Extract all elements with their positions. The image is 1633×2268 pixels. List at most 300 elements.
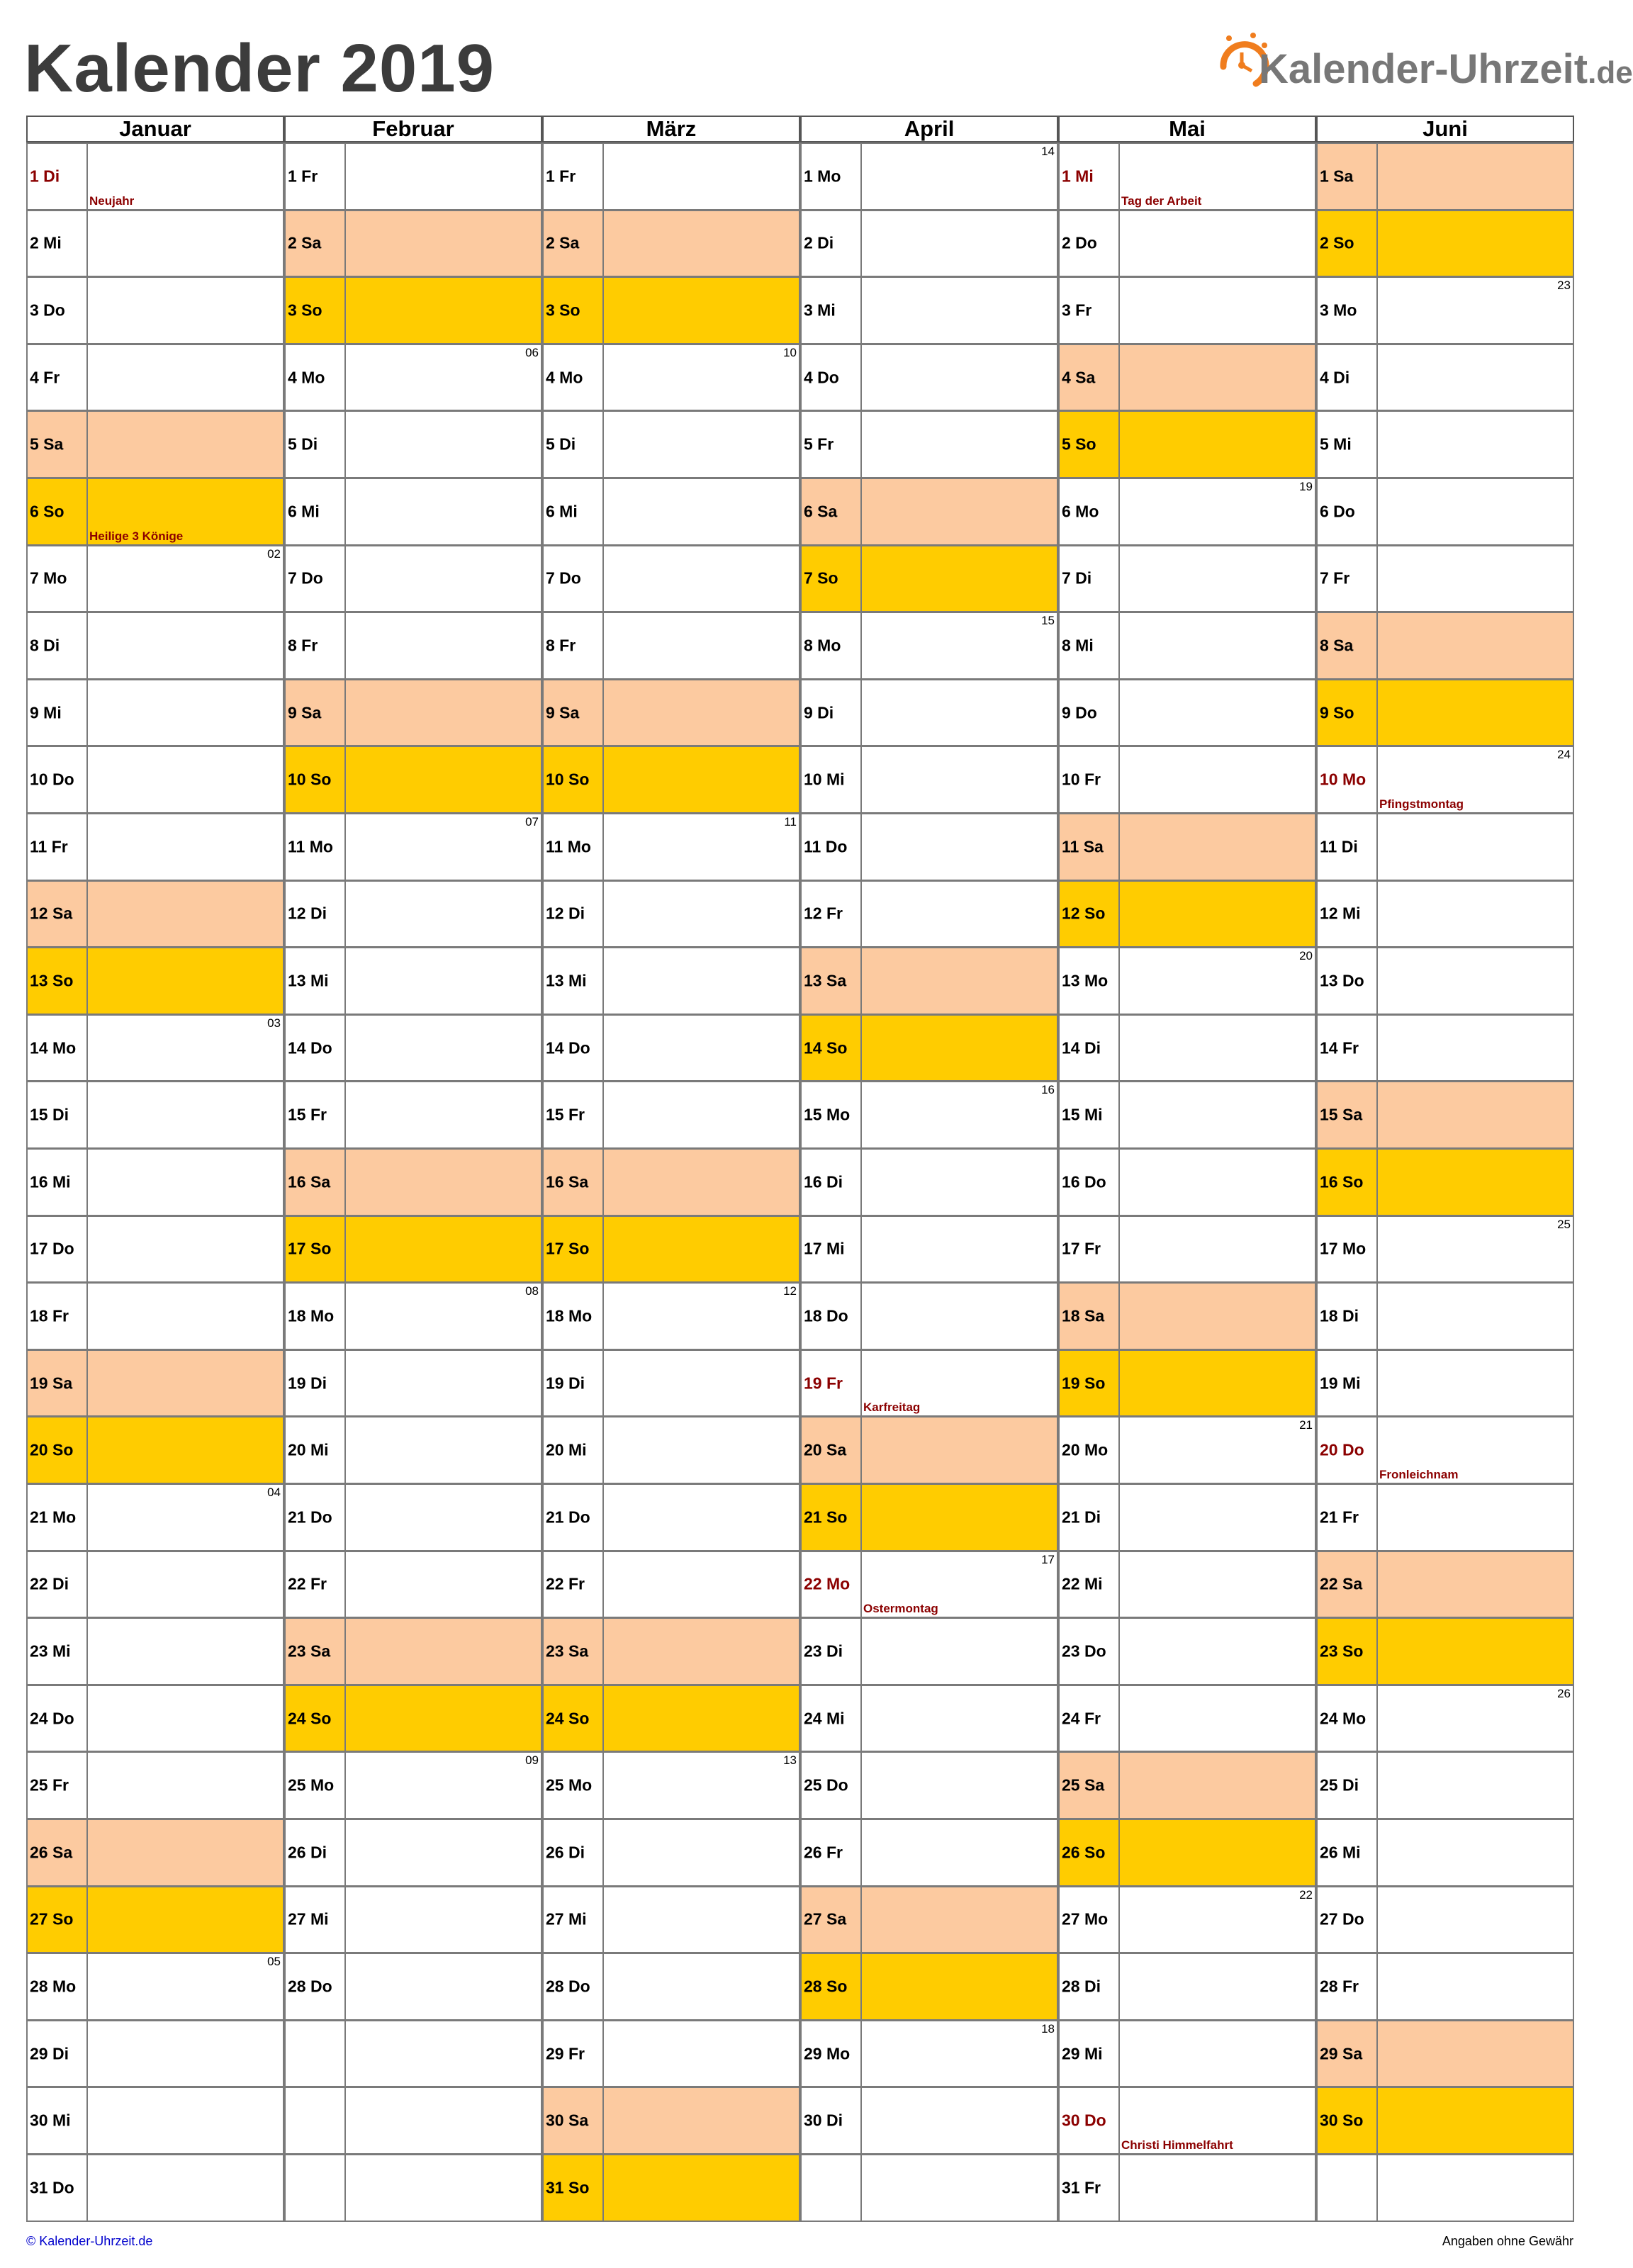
day-cell-label bbox=[542, 545, 604, 613]
day-cell-note bbox=[1118, 1282, 1316, 1350]
week-number: 12 bbox=[783, 1284, 797, 1298]
day-cell-label bbox=[1316, 1282, 1378, 1350]
day-label: 19 Di bbox=[546, 1374, 585, 1393]
day-label: 20 Do bbox=[1320, 1440, 1364, 1459]
day-cell-note bbox=[860, 1617, 1058, 1685]
day-cell-label bbox=[26, 1349, 88, 1418]
day-cell-note bbox=[860, 612, 1058, 680]
day-cell-label bbox=[800, 276, 862, 344]
day-label: 29 Mi bbox=[1062, 2044, 1103, 2063]
week-number: 02 bbox=[267, 546, 281, 561]
day-label: 8 Mi bbox=[1062, 636, 1094, 655]
logo-tld: .de bbox=[1588, 55, 1633, 90]
day-label: 15 Fr bbox=[546, 1105, 585, 1124]
day-cell-note bbox=[86, 1483, 284, 1551]
day-label: 18 Sa bbox=[1062, 1306, 1105, 1325]
day-cell-label bbox=[1316, 410, 1378, 478]
day-label: 17 So bbox=[288, 1239, 332, 1258]
day-cell-label bbox=[800, 1416, 862, 1484]
day-label: 29 Fr bbox=[546, 2044, 585, 2063]
day-cell-label bbox=[26, 545, 88, 613]
month-header: April bbox=[800, 116, 1058, 142]
day-cell-label bbox=[800, 1483, 862, 1551]
day-cell-note bbox=[860, 1416, 1058, 1484]
day-cell-label bbox=[800, 1751, 862, 1819]
day-cell-label bbox=[800, 880, 862, 948]
copyright-link[interactable]: © Kalender-Uhrzeit.de bbox=[26, 2234, 153, 2248]
day-cell-note bbox=[344, 1148, 542, 1216]
day-label: 21 Do bbox=[546, 1508, 590, 1527]
day-label: 10 Mi bbox=[804, 770, 845, 789]
day-cell-note bbox=[86, 1685, 284, 1753]
day-cell-label bbox=[1058, 2087, 1120, 2155]
day-label: 1 Fr bbox=[288, 167, 318, 186]
day-cell-label bbox=[284, 210, 346, 278]
day-label: 13 Mo bbox=[1062, 971, 1109, 990]
day-cell-note bbox=[344, 1081, 542, 1149]
day-label: 25 Di bbox=[1320, 1775, 1359, 1795]
day-label: 5 Mi bbox=[1320, 434, 1352, 454]
day-label: 10 So bbox=[288, 770, 332, 789]
day-label: 10 Mo bbox=[1320, 770, 1367, 789]
day-cell-label bbox=[800, 1551, 862, 1619]
day-cell-note bbox=[860, 1551, 1058, 1619]
day-cell-note bbox=[344, 142, 542, 210]
day-cell-label bbox=[1058, 344, 1120, 412]
day-label: 14 Do bbox=[288, 1038, 332, 1057]
day-cell-label bbox=[1058, 1148, 1120, 1216]
day-cell-note bbox=[86, 612, 284, 680]
day-cell-label bbox=[26, 210, 88, 278]
day-cell-note bbox=[344, 1886, 542, 1954]
day-cell-label bbox=[1058, 545, 1120, 613]
day-cell-note bbox=[1118, 1551, 1316, 1619]
day-label: 2 Di bbox=[804, 233, 834, 252]
day-cell-note bbox=[344, 1953, 542, 2021]
day-label: 8 Fr bbox=[546, 636, 576, 655]
day-cell-label bbox=[284, 1685, 346, 1753]
day-cell-note bbox=[1376, 880, 1574, 948]
day-cell-note bbox=[1376, 1282, 1574, 1350]
day-label: 12 Mi bbox=[1320, 904, 1361, 923]
day-cell-label bbox=[26, 2154, 88, 2222]
day-label: 12 Fr bbox=[804, 904, 843, 923]
day-cell-note bbox=[1118, 1216, 1316, 1284]
day-cell-note bbox=[344, 1014, 542, 1082]
day-cell-note bbox=[86, 1886, 284, 1954]
day-label: 15 Mo bbox=[804, 1105, 851, 1124]
day-cell-label bbox=[1058, 1081, 1120, 1149]
day-cell-label bbox=[542, 2087, 604, 2155]
day-cell-label bbox=[26, 1081, 88, 1149]
day-cell-note bbox=[860, 2154, 1058, 2222]
day-cell-note bbox=[860, 2087, 1058, 2155]
day-cell-note bbox=[602, 2154, 800, 2222]
day-cell-label bbox=[26, 947, 88, 1015]
day-cell-label bbox=[284, 1617, 346, 1685]
day-cell-label bbox=[284, 947, 346, 1015]
day-cell-note bbox=[344, 2154, 542, 2222]
day-cell-label bbox=[26, 2087, 88, 2155]
day-cell-label bbox=[1058, 1617, 1120, 1685]
day-cell-note bbox=[860, 210, 1058, 278]
day-label: 29 Mo bbox=[804, 2044, 851, 2063]
day-label: 26 Sa bbox=[30, 1843, 73, 1862]
day-cell-note bbox=[1118, 2154, 1316, 2222]
day-cell-note bbox=[344, 1751, 542, 1819]
day-cell-note bbox=[86, 880, 284, 948]
day-cell-note bbox=[860, 1148, 1058, 1216]
day-label: 9 Sa bbox=[546, 703, 580, 722]
day-label: 1 Fr bbox=[546, 167, 576, 186]
day-label: 7 Do bbox=[288, 568, 323, 588]
day-label: 2 Do bbox=[1062, 233, 1097, 252]
day-cell-label bbox=[26, 1014, 88, 1082]
day-cell-label bbox=[284, 2087, 346, 2155]
week-number: 03 bbox=[267, 1016, 281, 1030]
day-label: 29 Sa bbox=[1320, 2044, 1363, 2063]
day-cell-note bbox=[344, 813, 542, 881]
day-label: 7 Fr bbox=[1320, 568, 1350, 588]
day-cell-label bbox=[800, 1014, 862, 1082]
day-cell-note bbox=[1376, 1551, 1574, 1619]
day-label: 23 Di bbox=[804, 1641, 843, 1661]
day-cell-note bbox=[1118, 1751, 1316, 1819]
day-label: 20 Mo bbox=[1062, 1440, 1109, 1459]
day-cell-note bbox=[1376, 746, 1574, 814]
day-cell-note bbox=[344, 1551, 542, 1619]
day-cell-label bbox=[1058, 1416, 1120, 1484]
day-cell-note bbox=[1376, 276, 1574, 344]
day-label: 17 Mi bbox=[804, 1239, 845, 1258]
week-number: 05 bbox=[267, 1955, 281, 1969]
day-cell-note bbox=[602, 1216, 800, 1284]
day-cell-label bbox=[1316, 746, 1378, 814]
day-cell-note bbox=[1376, 2154, 1574, 2222]
day-cell-label bbox=[26, 344, 88, 412]
day-cell-note bbox=[860, 1282, 1058, 1350]
day-cell-note bbox=[860, 813, 1058, 881]
day-cell-note bbox=[1376, 142, 1574, 210]
day-cell-label bbox=[1058, 813, 1120, 881]
week-number: 20 bbox=[1299, 949, 1313, 963]
day-label: 3 So bbox=[546, 301, 580, 320]
day-cell-label bbox=[1316, 612, 1378, 680]
day-label: 12 Di bbox=[546, 904, 585, 923]
day-label: 26 Mi bbox=[1320, 1843, 1361, 1862]
day-cell-note bbox=[86, 1081, 284, 1149]
day-label: 15 Sa bbox=[1320, 1105, 1363, 1124]
day-cell-label bbox=[284, 746, 346, 814]
day-cell-label bbox=[1316, 1751, 1378, 1819]
day-cell-label bbox=[1316, 1216, 1378, 1284]
day-label: 10 Do bbox=[30, 770, 74, 789]
day-cell-note bbox=[86, 1014, 284, 1082]
day-cell-note bbox=[602, 210, 800, 278]
day-cell-note bbox=[860, 1216, 1058, 1284]
day-cell-label bbox=[284, 478, 346, 546]
day-label: 20 Mi bbox=[288, 1440, 329, 1459]
day-label: 24 Fr bbox=[1062, 1709, 1101, 1728]
day-label: 28 So bbox=[804, 1977, 848, 1996]
day-label: 25 Fr bbox=[30, 1775, 69, 1795]
day-cell-note bbox=[86, 1751, 284, 1819]
day-label: 3 Do bbox=[30, 301, 65, 320]
day-cell-note bbox=[1376, 1685, 1574, 1753]
day-label: 25 Do bbox=[804, 1775, 848, 1795]
day-cell-label bbox=[800, 2154, 862, 2222]
day-cell-note bbox=[860, 1014, 1058, 1082]
day-cell-label bbox=[542, 1349, 604, 1418]
day-label: 5 Sa bbox=[30, 434, 64, 454]
day-cell-label bbox=[1058, 947, 1120, 1015]
day-cell-label bbox=[800, 1886, 862, 1954]
day-cell-note bbox=[1376, 1819, 1574, 1887]
day-label: 24 So bbox=[288, 1709, 332, 1728]
day-cell-note bbox=[86, 2020, 284, 2088]
day-label: 21 Fr bbox=[1320, 1508, 1359, 1527]
day-cell-label bbox=[800, 612, 862, 680]
day-cell-label bbox=[284, 1886, 346, 1954]
day-cell-note bbox=[344, 880, 542, 948]
day-cell-note bbox=[602, 1551, 800, 1619]
day-cell-label bbox=[1058, 478, 1120, 546]
day-label: 25 Mo bbox=[546, 1775, 593, 1795]
day-cell-label bbox=[1058, 276, 1120, 344]
day-cell-label bbox=[1058, 679, 1120, 747]
day-label: 3 Mo bbox=[1320, 301, 1357, 320]
day-label: 2 So bbox=[1320, 233, 1354, 252]
day-label: 6 Sa bbox=[804, 502, 838, 521]
day-cell-label bbox=[1058, 1014, 1120, 1082]
day-cell-note bbox=[344, 1282, 542, 1350]
day-label: 13 Mi bbox=[288, 971, 329, 990]
day-label: 23 So bbox=[1320, 1641, 1364, 1661]
day-cell-label bbox=[542, 276, 604, 344]
day-label: 22 Fr bbox=[288, 1574, 327, 1593]
day-label: 11 Mo bbox=[546, 837, 591, 856]
day-cell-note bbox=[344, 210, 542, 278]
day-cell-label bbox=[800, 1819, 862, 1887]
day-label: 20 Mi bbox=[546, 1440, 587, 1459]
day-label: 21 Di bbox=[1062, 1508, 1101, 1527]
day-label: 1 Mi bbox=[1062, 167, 1094, 186]
day-label: 10 Fr bbox=[1062, 770, 1101, 789]
day-cell-label bbox=[1058, 1751, 1120, 1819]
day-cell-note bbox=[86, 344, 284, 412]
day-cell-note bbox=[602, 612, 800, 680]
day-cell-note bbox=[86, 545, 284, 613]
day-cell-label bbox=[1058, 1551, 1120, 1619]
day-cell-label bbox=[26, 2020, 88, 2088]
day-cell-label bbox=[1058, 1483, 1120, 1551]
day-cell-note bbox=[602, 545, 800, 613]
day-cell-label bbox=[1058, 2154, 1120, 2222]
day-label: 12 Di bbox=[288, 904, 327, 923]
week-number: 15 bbox=[1041, 614, 1055, 628]
day-cell-note bbox=[86, 142, 284, 210]
day-label: 17 Fr bbox=[1062, 1239, 1101, 1258]
day-label: 31 So bbox=[546, 2178, 590, 2197]
day-cell-note bbox=[1118, 947, 1316, 1015]
day-label: 9 Sa bbox=[288, 703, 322, 722]
day-label: 18 Di bbox=[1320, 1306, 1359, 1325]
week-number: 23 bbox=[1557, 279, 1571, 293]
day-label: 16 Do bbox=[1062, 1172, 1106, 1191]
day-cell-note bbox=[860, 142, 1058, 210]
day-cell-note bbox=[86, 1416, 284, 1484]
day-label: 26 So bbox=[1062, 1843, 1106, 1862]
day-cell-note bbox=[86, 1282, 284, 1350]
week-number: 18 bbox=[1041, 2021, 1055, 2036]
week-number: 19 bbox=[1299, 480, 1313, 493]
day-label: 23 Do bbox=[1062, 1641, 1106, 1661]
day-cell-note bbox=[602, 478, 800, 546]
week-number: 13 bbox=[783, 1753, 797, 1768]
day-cell-label bbox=[800, 813, 862, 881]
week-number: 09 bbox=[525, 1753, 539, 1768]
week-number: 11 bbox=[784, 815, 797, 829]
day-cell-label bbox=[1058, 1349, 1120, 1418]
week-number: 21 bbox=[1299, 1418, 1313, 1432]
day-cell-label bbox=[542, 142, 604, 210]
day-cell-note bbox=[860, 679, 1058, 747]
day-cell-label bbox=[542, 813, 604, 881]
day-label: 14 So bbox=[804, 1038, 848, 1057]
day-cell-note bbox=[344, 947, 542, 1015]
day-cell-note bbox=[1118, 813, 1316, 881]
day-cell-label bbox=[542, 210, 604, 278]
day-cell-label bbox=[1316, 2020, 1378, 2088]
day-cell-label bbox=[1316, 947, 1378, 1015]
day-cell-label bbox=[1058, 612, 1120, 680]
day-label: 24 Mo bbox=[1320, 1709, 1367, 1728]
day-cell-note bbox=[860, 1349, 1058, 1418]
day-cell-note bbox=[86, 2087, 284, 2155]
day-label: 19 Fr bbox=[804, 1374, 843, 1393]
day-label: 27 Mi bbox=[288, 1909, 329, 1929]
day-cell-label bbox=[284, 813, 346, 881]
day-label: 3 So bbox=[288, 301, 322, 320]
day-cell-note bbox=[86, 1148, 284, 1216]
day-cell-label bbox=[284, 545, 346, 613]
day-label: 13 So bbox=[30, 971, 74, 990]
day-cell-label bbox=[800, 1617, 862, 1685]
day-label: 30 Sa bbox=[546, 2111, 589, 2130]
day-cell-note bbox=[860, 1886, 1058, 1954]
day-cell-note bbox=[1376, 545, 1574, 613]
day-cell-label bbox=[26, 813, 88, 881]
week-number: 08 bbox=[525, 1284, 539, 1298]
day-cell-note bbox=[602, 880, 800, 948]
day-cell-note bbox=[860, 1483, 1058, 1551]
day-label: 12 Sa bbox=[30, 904, 73, 923]
day-cell-note bbox=[602, 1886, 800, 1954]
day-label: 5 Di bbox=[546, 434, 576, 454]
day-cell-note bbox=[344, 2087, 542, 2155]
day-cell-note bbox=[344, 344, 542, 412]
day-cell-note bbox=[86, 1349, 284, 1418]
day-cell-label bbox=[26, 612, 88, 680]
day-cell-note bbox=[344, 545, 542, 613]
day-cell-note bbox=[86, 679, 284, 747]
day-cell-note bbox=[1376, 1014, 1574, 1082]
day-cell-note bbox=[860, 276, 1058, 344]
day-cell-note bbox=[602, 2087, 800, 2155]
holiday-name: Fronleichnam bbox=[1379, 1467, 1459, 1481]
day-cell-label bbox=[26, 142, 88, 210]
day-label: 20 So bbox=[30, 1440, 74, 1459]
day-label: 14 Di bbox=[1062, 1038, 1101, 1057]
day-cell-label bbox=[800, 2020, 862, 2088]
day-label: 10 So bbox=[546, 770, 590, 789]
day-cell-label bbox=[800, 545, 862, 613]
day-cell-label bbox=[542, 1081, 604, 1149]
day-cell-label bbox=[1058, 1216, 1120, 1284]
day-cell-note bbox=[1118, 2087, 1316, 2155]
day-label: 5 So bbox=[1062, 434, 1096, 454]
day-cell-label bbox=[284, 679, 346, 747]
day-cell-note bbox=[1118, 545, 1316, 613]
day-cell-label bbox=[542, 880, 604, 948]
day-cell-note bbox=[860, 1819, 1058, 1887]
day-cell-note bbox=[602, 1349, 800, 1418]
day-cell-label bbox=[1316, 679, 1378, 747]
day-label: 17 Do bbox=[30, 1239, 74, 1258]
day-label: 25 Mo bbox=[288, 1775, 335, 1795]
day-label: 26 Di bbox=[546, 1843, 585, 1862]
day-cell-note bbox=[86, 2154, 284, 2222]
day-cell-note bbox=[1118, 344, 1316, 412]
day-cell-note bbox=[602, 1819, 800, 1887]
day-cell-label bbox=[1058, 1282, 1120, 1350]
day-cell-label bbox=[284, 1483, 346, 1551]
day-label: 17 Mo bbox=[1320, 1239, 1367, 1258]
day-label: 11 Di bbox=[1320, 837, 1358, 856]
day-cell-label bbox=[1316, 478, 1378, 546]
day-cell-label bbox=[542, 344, 604, 412]
day-cell-label bbox=[1058, 142, 1120, 210]
month-header: März bbox=[542, 116, 800, 142]
day-label: 12 So bbox=[1062, 904, 1106, 923]
day-cell-note bbox=[1118, 2020, 1316, 2088]
day-cell-note bbox=[1118, 1349, 1316, 1418]
day-label: 22 Mi bbox=[1062, 1574, 1103, 1593]
day-cell-note bbox=[1118, 612, 1316, 680]
day-cell-label bbox=[800, 344, 862, 412]
day-cell-note bbox=[1118, 1953, 1316, 2021]
day-cell-note bbox=[860, 545, 1058, 613]
day-cell-note bbox=[1118, 1886, 1316, 1954]
day-cell-note bbox=[1118, 1685, 1316, 1753]
day-cell-label bbox=[800, 142, 862, 210]
day-cell-label bbox=[1316, 813, 1378, 881]
day-cell-label bbox=[1058, 746, 1120, 814]
day-label: 23 Sa bbox=[288, 1641, 331, 1661]
day-cell-label bbox=[284, 1081, 346, 1149]
day-cell-note bbox=[602, 1416, 800, 1484]
day-cell-label bbox=[542, 679, 604, 747]
day-label: 4 Mo bbox=[546, 368, 583, 387]
month-header: Mai bbox=[1058, 116, 1316, 142]
day-cell-note bbox=[1376, 947, 1574, 1015]
site-logo[interactable] bbox=[1213, 20, 1633, 105]
day-label: 18 Do bbox=[804, 1306, 848, 1325]
day-cell-label bbox=[26, 1886, 88, 1954]
day-label: 3 Mi bbox=[804, 301, 836, 320]
day-label: 13 Do bbox=[1320, 971, 1364, 990]
day-cell-label bbox=[26, 478, 88, 546]
